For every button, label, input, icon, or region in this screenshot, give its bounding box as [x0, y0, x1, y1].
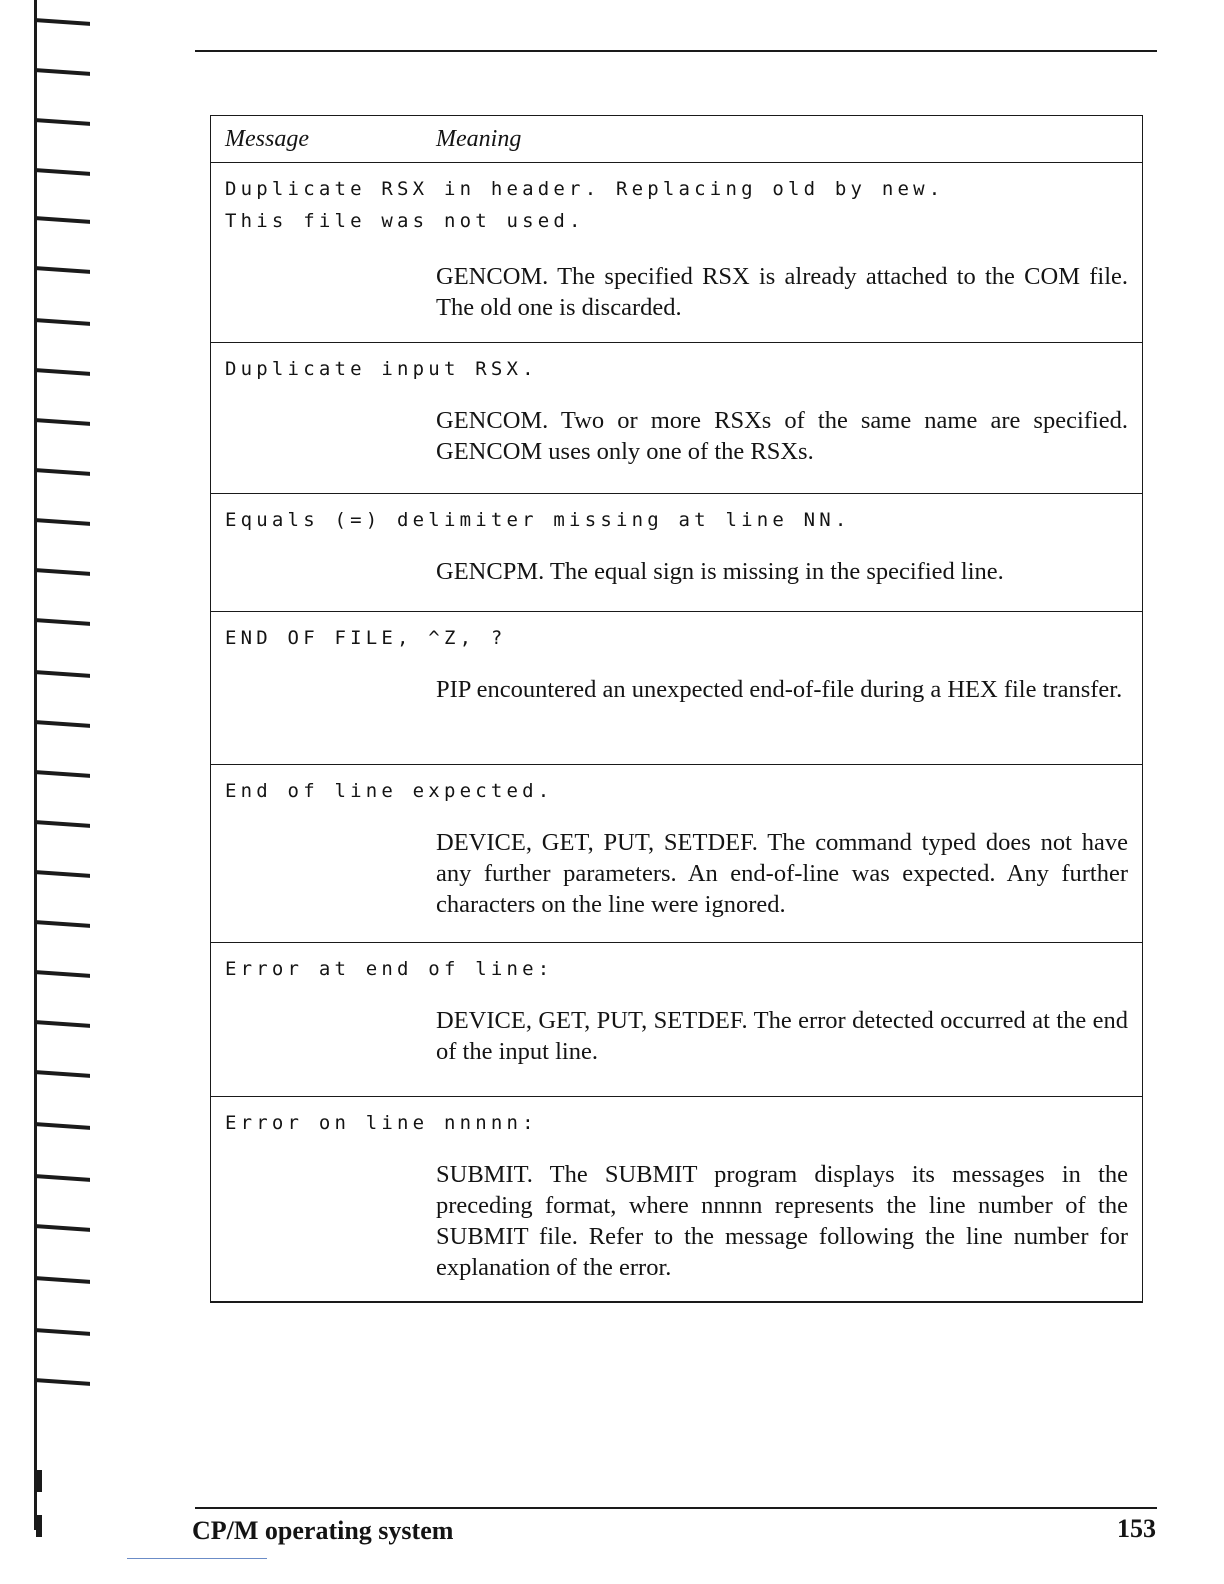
binding-tab	[36, 168, 90, 176]
messages-table	[210, 115, 1143, 1303]
binding-tab	[36, 770, 90, 778]
binding-tab	[36, 920, 90, 928]
table-row	[211, 163, 1142, 343]
binding-tab	[36, 468, 90, 476]
binding-tab	[36, 68, 90, 76]
binding-tab	[36, 670, 90, 678]
top-rule	[195, 50, 1157, 52]
binding-tab	[36, 368, 90, 376]
footer-title: CP/M operating system	[192, 1516, 454, 1545]
meaning-text: GENCOM. The specified RSX is already attached to the COM file. The old one is discarded.	[436, 263, 1128, 321]
binding-tab	[36, 318, 90, 326]
binding-tab	[36, 1122, 90, 1130]
message-text: Equals (=) delimiter missing at line NN.	[225, 509, 851, 531]
binding-margin	[0, 0, 95, 1584]
binding-mark	[36, 1470, 42, 1492]
page-number: 153	[1117, 1514, 1156, 1543]
table-row	[211, 765, 1142, 943]
scan-artifact-line	[127, 1558, 267, 1559]
binding-tab	[36, 518, 90, 526]
binding-tab	[36, 18, 90, 26]
binding-tab	[36, 1020, 90, 1028]
binding-tab	[36, 216, 90, 224]
meaning-text: PIP encountered an unexpected end-of-file during a HEX file transfer.	[436, 676, 1123, 703]
table-row	[211, 343, 1142, 494]
message-text: Error on line nnnnn:	[225, 1112, 538, 1134]
meaning-text: DEVICE, GET, PUT, SETDEF. The error detected occurred at the end of the input line.	[436, 1007, 1128, 1065]
binding-tab	[36, 118, 90, 126]
meaning-text: DEVICE, GET, PUT, SETDEF. The command typed does not have any further parameters. An end-of-line was expected. Any further characters on the line were ignored.	[436, 829, 1128, 918]
table-row	[211, 494, 1142, 612]
binding-line	[34, 0, 37, 1530]
binding-tab	[36, 1378, 90, 1386]
meaning-text: SUBMIT. The SUBMIT program displays its messages in the preceding format, where nnnnn represents the line number of the SUBMIT file. Refer to the message following the line number for explanation of the error.	[436, 1161, 1128, 1281]
binding-tab	[36, 1328, 90, 1336]
binding-tab	[36, 618, 90, 626]
binding-tab	[36, 970, 90, 978]
binding-tab	[36, 568, 90, 576]
header-message: Message	[225, 126, 309, 152]
binding-tab	[36, 266, 90, 274]
table-row	[211, 612, 1142, 765]
binding-tab	[36, 1224, 90, 1232]
binding-tab	[36, 870, 90, 878]
table-row	[211, 1097, 1142, 1300]
binding-tab	[36, 418, 90, 426]
table-row	[211, 943, 1142, 1097]
message-text: END OF FILE, ^Z, ?	[225, 627, 507, 649]
meaning-text: GENCOM. Two or more RSXs of the same name are specified. GENCOM uses only one of the RSXs.	[436, 407, 1128, 465]
binding-mark	[36, 1515, 42, 1537]
message-text: Duplicate input RSX.	[225, 358, 538, 380]
header-meaning: Meaning	[436, 126, 522, 152]
binding-tab	[36, 1070, 90, 1078]
binding-tab	[36, 1276, 90, 1284]
binding-tab	[36, 720, 90, 728]
table-header	[211, 116, 1142, 163]
message-text: Duplicate RSX in header. Replacing old by new. This file was not used.	[225, 178, 945, 232]
message-text: End of line expected.	[225, 780, 554, 802]
meaning-text: GENCPM. The equal sign is missing in the specified line.	[436, 558, 1004, 585]
binding-tab	[36, 1174, 90, 1182]
message-text: Error at end of line:	[225, 958, 554, 980]
footer-rule	[195, 1507, 1157, 1509]
binding-tab	[36, 820, 90, 828]
